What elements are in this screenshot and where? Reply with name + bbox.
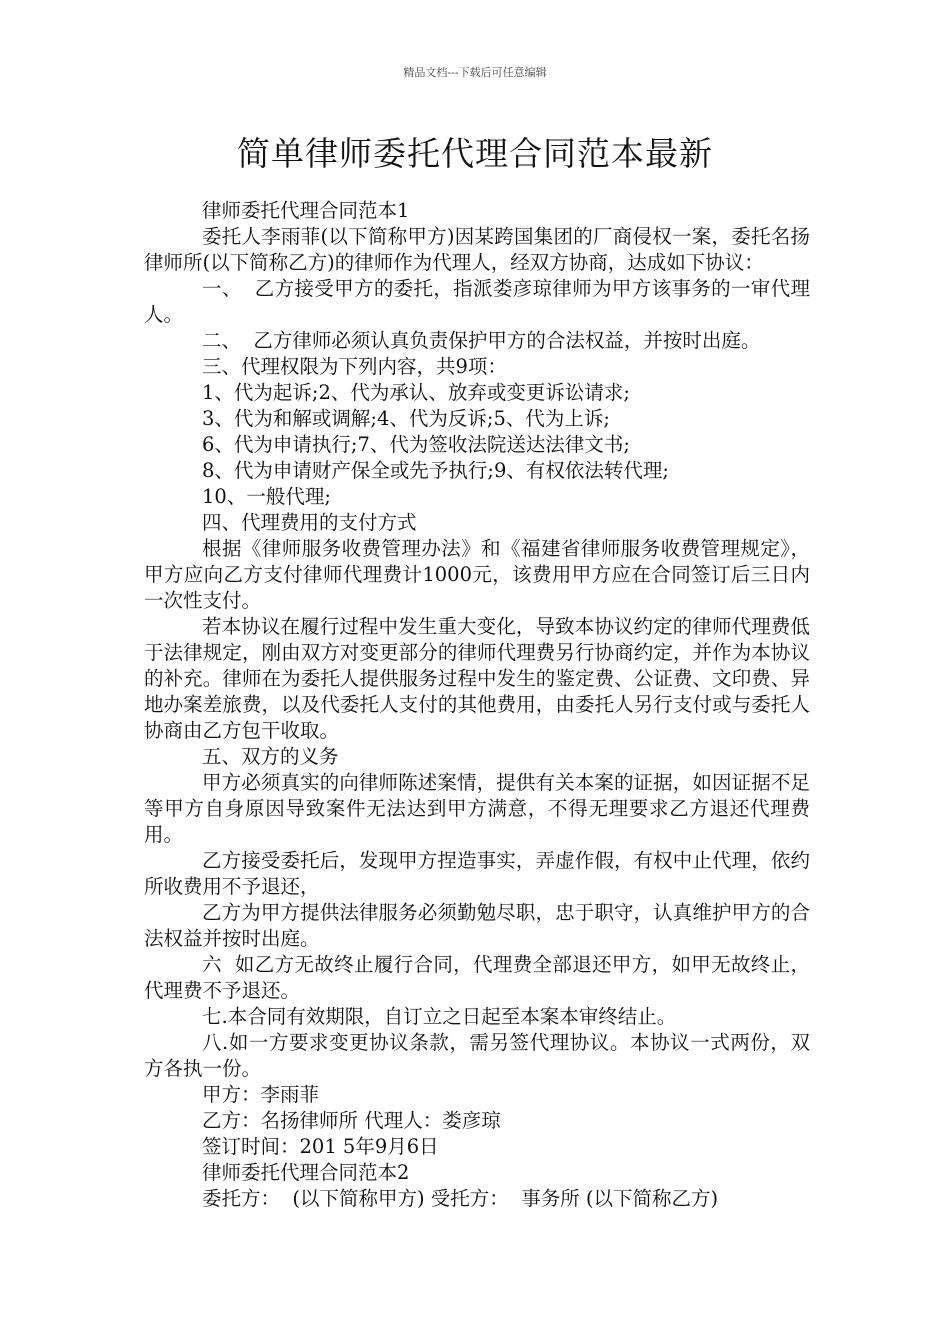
- paragraph: 律师委托代理合同范本2: [202, 1161, 410, 1184]
- paragraph: 六 如乙方无故终止履行合同，代理费全部退还甲方，如甲无故终止，代理费不予退还。: [144, 953, 810, 1002]
- paragraph: 七.本合同有效期限，自订立之日起至本案本审终结止。: [202, 1005, 677, 1028]
- document-title: 简单律师委托代理合同范本最新: [237, 134, 713, 173]
- paragraph: 1、代为起诉;2、代为承认、放弃或变更诉讼请求;: [202, 381, 630, 404]
- paragraph: 乙方接受委托后，发现甲方捏造事实，弄虚作假，有权中止代理，依约所收费用不予退还，: [144, 849, 810, 898]
- paragraph: 6、代为申请执行;7、代为签收法院送达法律文书;: [202, 433, 630, 456]
- paragraph: 10、一般代理;: [202, 485, 331, 508]
- paragraph: 律师委托代理合同范本1: [202, 199, 410, 222]
- page-header: 精品文档---下载后可任意编辑: [403, 66, 547, 79]
- paragraph: 二、 乙方律师必须认真负责保护甲方的合法权益，并按时出庭。: [202, 329, 761, 352]
- paragraph: 签订时间：201 5年9月6日: [202, 1135, 439, 1158]
- paragraph: 委托方： (以下简称甲方) 受托方： 事务所 (以下简称乙方): [202, 1187, 719, 1210]
- document-body: [144, 198, 810, 1212]
- paragraph: 若本协议在履行过程中发生重大变化，导致本协议约定的律师代理费低于法律规定，刚由双方对变更部分的律师代理费另行协商约定，并作为本协议的补充。律师在为委托人提供服务过程中发生的鉴定费、公证费、文印费、异地办案差旅费，以及代委托人支付的其他费用，由委托人另行支付或与委托人协商由乙方包干收取。: [144, 615, 810, 742]
- paragraph: 八.如一方要求变更协议条款，需另签代理协议。本协议一式两份，双方各执一份。: [144, 1031, 810, 1080]
- paragraph: 乙方为甲方提供法律服务必须勤勉尽职，忠于职守，认真维护甲方的合法权益并按时出庭。: [144, 901, 810, 950]
- paragraph: 四、代理费用的支付方式: [202, 511, 417, 534]
- paragraph: 甲方：李雨菲: [202, 1083, 320, 1106]
- paragraph: 3、代为和解或调解;4、代为反诉;5、代为上诉;: [202, 407, 610, 430]
- paragraph: 根据《律师服务收费管理办法》和《福建省律师服务收费管理规定》，甲方应向乙方支付律师代理费计1000元，该费用甲方应在合同签订后三日内一次性支付。: [144, 537, 810, 612]
- paragraph: 乙方：名扬律师所 代理人：娄彦琼: [202, 1109, 501, 1132]
- paragraph: 甲方必须真实的向律师陈述案情，提供有关本案的证据，如因证据不足等甲方自身原因导致案件无法达到甲方满意，不得无理要求乙方退还代理费用。: [144, 771, 810, 846]
- paragraph: 三、代理权限为下列内容，共9项：: [202, 355, 507, 378]
- paragraph: 委托人李雨菲(以下简称甲方)因某跨国集团的厂商侵权一案，委托名扬律师所(以下简称乙方)的律师作为代理人，经双方协商，达成如下协议：: [144, 225, 810, 274]
- paragraph: 8、代为申请财产保全或先予执行;9、有权依法转代理;: [202, 459, 669, 482]
- paragraph: 一、 乙方接受甲方的委托，指派娄彦琼律师为甲方该事务的一审代理人。: [144, 277, 810, 326]
- paragraph: 五、双方的义务: [202, 745, 339, 768]
